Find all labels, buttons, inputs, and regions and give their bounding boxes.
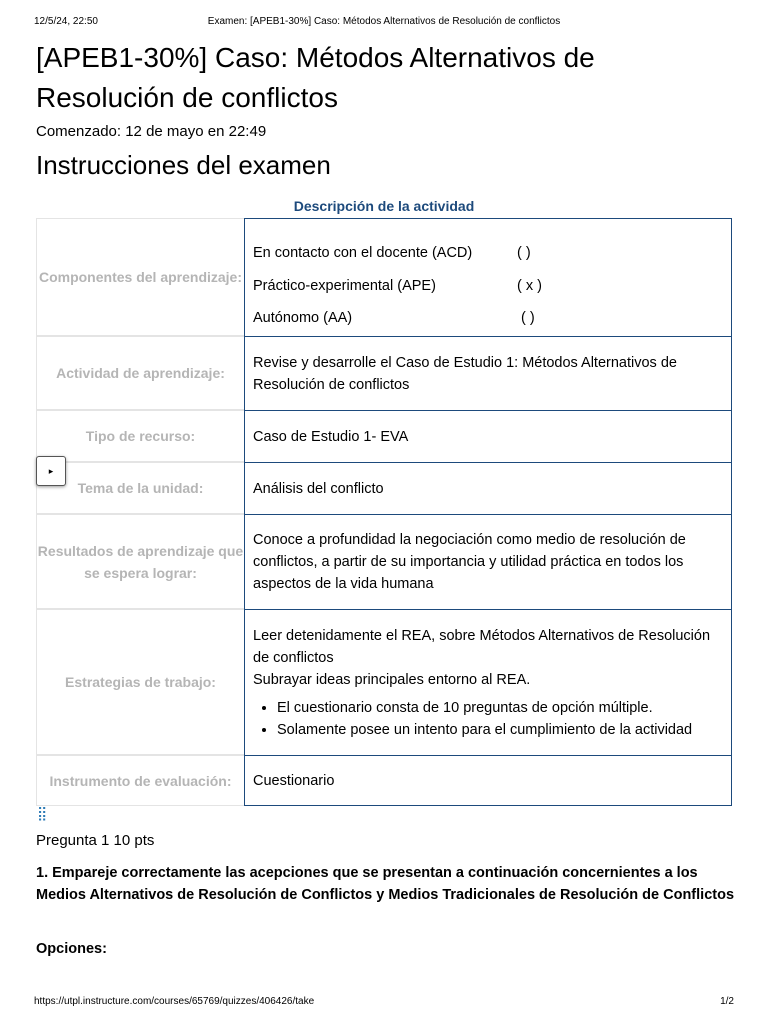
print-footer <box>34 996 734 1007</box>
component-mark: ( ) <box>521 309 535 326</box>
row-label: Estrategias de trabajo: <box>36 609 244 755</box>
strategy-bullet: • El cuestionario consta de 10 preguntas de opción múltiple. <box>277 697 723 719</box>
strategy-list <box>253 697 723 741</box>
component-mark: ( x ) <box>517 277 542 294</box>
question-text: 1. Empareje correctamente las acepciones que se presentan a continuación concernientes a los Medios Alternativos de Resolución de Conflictos y Medios Tradicionales de Resolución de Conflictos <box>36 865 735 903</box>
row-components <box>36 218 732 336</box>
print-header <box>34 16 734 30</box>
options-label: Opciones: <box>36 941 107 957</box>
component-item: Práctico-experimental (APE) <box>253 277 436 294</box>
page-title: [APEB1-30%] Caso: Métodos Alternativos de Resolución de conflictos <box>36 42 595 113</box>
component-item: En contacto con el docente (ACD) <box>253 244 473 261</box>
component-item: Autónomo (AA) <box>253 309 353 326</box>
play-icon[interactable]: ▸ <box>36 456 66 486</box>
print-page-number: 1/2 <box>720 996 734 1007</box>
strategy-text: Leer detenidamente el REA, sobre Métodos Alternativos de Resolución de conflictos <box>253 627 711 666</box>
print-doc-title: Examen: [APEB1-30%] Caso: Métodos Alternativos de Resolución de conflictos <box>207 16 561 27</box>
row-results <box>36 514 732 609</box>
row-unit-topic <box>36 462 732 514</box>
row-value: Análisis del conflicto <box>244 462 732 514</box>
table-caption: Descripción de la actividad <box>293 198 475 214</box>
row-value: Caso de Estudio 1- EVA <box>244 410 732 462</box>
row-value: Revise y desarrolle el Caso de Estudio 1: Métodos Alternativos de Resolución de conflictos <box>244 336 732 410</box>
strategy-bullet: • Solamente posee un intento para el cumplimiento de la actividad <box>277 719 723 741</box>
row-label: Resultados de aprendizaje que se espera lograr: <box>36 514 244 609</box>
row-value: Cuestionario <box>244 755 732 806</box>
row-value <box>244 218 732 336</box>
row-label: Actividad de aprendizaje: <box>36 336 244 410</box>
strategy-text: Subrayar ideas principales entorno al REA. <box>253 671 531 688</box>
row-strategies <box>36 609 732 755</box>
row-label: Instrumento de evaluación: <box>36 755 244 806</box>
component-mark: ( ) <box>517 244 531 261</box>
row-label: Tipo de recurso: <box>36 410 244 462</box>
print-datetime: 12/5/24, 22:50 <box>34 16 98 27</box>
started-at: Comenzado: 12 de mayo en 22:49 <box>36 123 267 140</box>
row-value: Conoce a profundidad la negociación como medio de resolución de conflictos, a partir de su importancia y utilidad práctica en todos los aspectos de la vida humana <box>244 514 732 609</box>
drag-handle-icon[interactable]: ⣿ <box>37 805 47 821</box>
row-value <box>244 609 732 755</box>
row-label: Componentes del aprendizaje: <box>36 218 244 336</box>
instructions-heading: Instrucciones del examen <box>36 150 331 180</box>
row-instrument <box>36 755 732 806</box>
row-label: Tema de la unidad: <box>36 462 244 514</box>
question-header: Pregunta 1 10 pts <box>36 832 155 849</box>
row-resource <box>36 410 732 462</box>
row-activity <box>36 336 732 410</box>
print-url: https://utpl.instructure.com/courses/65769/quizzes/406426/take <box>34 996 315 1007</box>
